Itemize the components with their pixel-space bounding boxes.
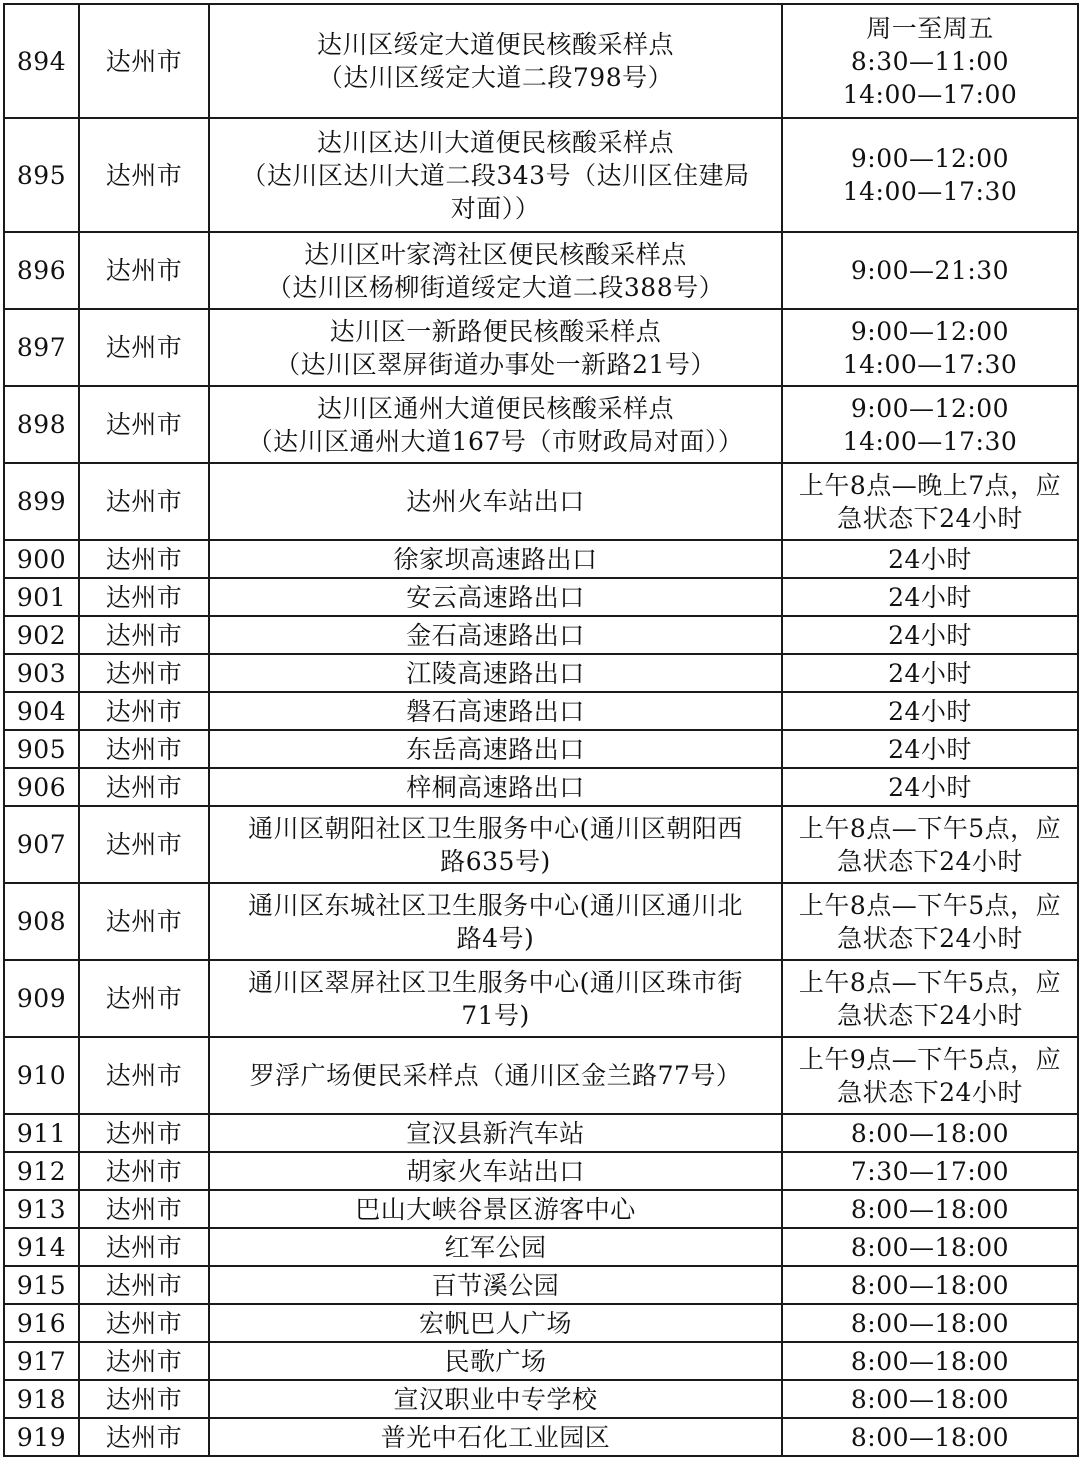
sampling-site-cell [209, 616, 782, 654]
service-hours-cell [782, 1380, 1078, 1418]
row-number-cell: 915 [4, 1266, 79, 1304]
service-hours-line: 14:00—17:00 [842, 79, 1018, 109]
service-hours-line: 上午8点—下午5点，应 [798, 813, 1062, 843]
table-row [4, 463, 1078, 540]
service-hours-line: 24小时 [888, 620, 972, 650]
sampling-site-line: 宏帆巴人广场 [418, 1308, 572, 1338]
sampling-site-cell [209, 1037, 782, 1114]
city-cell: 达州市 [79, 1342, 209, 1380]
table-row [4, 1342, 1078, 1380]
service-hours-cell [782, 386, 1078, 463]
row-number-cell: 896 [4, 232, 79, 309]
sampling-site-cell [209, 806, 782, 883]
sampling-site-line: 红军公园 [444, 1232, 547, 1262]
city-cell: 达州市 [79, 232, 209, 309]
city-cell: 达州市 [79, 806, 209, 883]
city-cell: 达州市 [79, 883, 209, 960]
sampling-site-cell [209, 883, 782, 960]
table-row [4, 1037, 1078, 1114]
table-row [4, 692, 1078, 730]
row-number-cell: 899 [4, 463, 79, 540]
table-row [4, 730, 1078, 768]
service-hours-line: 8:00—18:00 [850, 1194, 1010, 1224]
table-row [4, 1152, 1078, 1190]
row-number-cell: 913 [4, 1190, 79, 1228]
service-hours-line: 24小时 [888, 582, 972, 612]
service-hours-line: 24小时 [888, 734, 972, 764]
service-hours-cell [782, 1152, 1078, 1190]
row-number-cell: 911 [4, 1114, 79, 1152]
service-hours-line: 周一至周五 [866, 13, 994, 43]
sampling-site-cell [209, 1304, 782, 1342]
service-hours-line: 24小时 [888, 658, 972, 688]
service-hours-line: 9:00—21:30 [850, 256, 1010, 285]
city-cell: 达州市 [79, 1228, 209, 1266]
service-hours-line: 24小时 [888, 696, 972, 726]
row-number-cell: 897 [4, 309, 79, 386]
service-hours-cell [782, 654, 1078, 692]
city-cell: 达州市 [79, 118, 209, 232]
service-hours-cell [782, 883, 1078, 960]
service-hours-cell [782, 768, 1078, 806]
row-number-cell: 905 [4, 730, 79, 768]
sampling-site-line: 巴山大峡谷景区游客中心 [355, 1194, 636, 1224]
row-number-cell: 918 [4, 1380, 79, 1418]
service-hours-cell [782, 4, 1078, 118]
sampling-site-line: （达川区杨柳街道绥定大道二段388号） [266, 272, 725, 302]
table-body [4, 4, 1078, 1456]
table-row [4, 309, 1078, 386]
sampling-site-line: 达川区绥定大道便民核酸采样点 [316, 30, 674, 59]
service-hours-cell [782, 1418, 1078, 1456]
row-number-cell: 916 [4, 1304, 79, 1342]
service-hours-cell [782, 1037, 1078, 1114]
city-cell: 达州市 [79, 1266, 209, 1304]
city-cell: 达州市 [79, 1380, 209, 1418]
service-hours-cell [782, 578, 1078, 616]
sampling-site-cell [209, 1266, 782, 1304]
row-number-cell: 907 [4, 806, 79, 883]
city-cell: 达州市 [79, 1304, 209, 1342]
table-row [4, 232, 1078, 309]
row-number-cell: 917 [4, 1342, 79, 1380]
sampling-site-line: （达川区通州大道167号（市财政局对面）） [247, 426, 744, 456]
sampling-site-line: 普光中石化工业园区 [380, 1422, 611, 1452]
sampling-site-cell [209, 309, 782, 386]
row-number-cell: 900 [4, 540, 79, 578]
table-row [4, 1266, 1078, 1304]
sampling-site-line: 达川区通州大道便民核酸采样点 [316, 393, 674, 423]
sampling-site-line: 安云高速路出口 [406, 582, 585, 612]
city-cell: 达州市 [79, 1190, 209, 1228]
sampling-sites-table [3, 3, 1079, 1457]
service-hours-line: 上午8点—晚上7点，应 [798, 470, 1062, 500]
table-row [4, 960, 1078, 1037]
table-row [4, 118, 1078, 232]
city-cell: 达州市 [79, 1152, 209, 1190]
city-cell: 达州市 [79, 309, 209, 386]
service-hours-line: 急状态下24小时 [837, 503, 1023, 533]
city-cell: 达州市 [79, 4, 209, 118]
sampling-site-line: 路4号) [456, 923, 535, 953]
service-hours-cell [782, 309, 1078, 386]
service-hours-line: 8:00—18:00 [850, 1384, 1010, 1414]
service-hours-cell [782, 232, 1078, 309]
city-cell: 达州市 [79, 1037, 209, 1114]
sampling-site-line: 罗浮广场便民采样点（通川区金兰路77号） [249, 1061, 742, 1090]
sampling-site-cell [209, 960, 782, 1037]
sampling-site-cell [209, 1380, 782, 1418]
row-number-cell: 908 [4, 883, 79, 960]
sampling-site-line: （达川区绥定大道二段798号） [317, 63, 674, 92]
table-row [4, 1304, 1078, 1342]
service-hours-line: 7:30—17:00 [850, 1156, 1010, 1186]
sampling-site-cell [209, 654, 782, 692]
sampling-site-line: 71号) [461, 1000, 530, 1030]
sampling-site-cell [209, 730, 782, 768]
service-hours-cell [782, 960, 1078, 1037]
row-number-cell: 895 [4, 118, 79, 232]
sampling-site-line: （达川区翠屏街道办事处一新路21号） [275, 349, 716, 379]
row-number-cell: 903 [4, 654, 79, 692]
sampling-site-line: 东岳高速路出口 [406, 734, 585, 764]
table-row [4, 654, 1078, 692]
sampling-site-line: 达川区达川大道便民核酸采样点 [316, 127, 674, 157]
sampling-site-cell [209, 1190, 782, 1228]
table-row [4, 386, 1078, 463]
row-number-cell: 910 [4, 1037, 79, 1114]
table-row [4, 1190, 1078, 1228]
sampling-site-line: 达州火车站出口 [406, 487, 585, 516]
row-number-cell: 901 [4, 578, 79, 616]
service-hours-line: 24小时 [888, 772, 972, 802]
table-row [4, 806, 1078, 883]
sampling-site-cell [209, 1342, 782, 1380]
service-hours-line: 急状态下24小时 [837, 1077, 1023, 1107]
service-hours-cell [782, 806, 1078, 883]
sampling-site-cell [209, 386, 782, 463]
sampling-site-line: 对面）） [450, 193, 541, 223]
service-hours-line: 急状态下24小时 [837, 846, 1023, 876]
table-row [4, 1380, 1078, 1418]
sampling-site-line: 宣汉职业中专学校 [393, 1384, 598, 1414]
service-hours-line: 上午8点—下午5点，应 [798, 967, 1062, 997]
sampling-site-line: 梓桐高速路出口 [406, 772, 585, 802]
city-cell: 达州市 [79, 730, 209, 768]
service-hours-line: 8:30—11:00 [850, 46, 1010, 76]
service-hours-line: 急状态下24小时 [837, 923, 1023, 953]
service-hours-cell [782, 730, 1078, 768]
table-row [4, 578, 1078, 616]
city-cell: 达州市 [79, 540, 209, 578]
sampling-site-line: 路635号) [440, 846, 551, 876]
city-cell: 达州市 [79, 692, 209, 730]
sampling-site-cell [209, 768, 782, 806]
sampling-site-cell [209, 692, 782, 730]
city-cell: 达州市 [79, 616, 209, 654]
table-row [4, 1418, 1078, 1456]
service-hours-line: 8:00—18:00 [850, 1422, 1010, 1452]
sampling-site-line: 达川区一新路便民核酸采样点 [329, 316, 662, 346]
service-hours-line: 上午9点—下午5点，应 [798, 1044, 1062, 1074]
service-hours-line: 急状态下24小时 [837, 1000, 1023, 1030]
sampling-site-line: 宣汉县新汽车站 [406, 1118, 585, 1148]
service-hours-cell [782, 1114, 1078, 1152]
sampling-site-cell [209, 232, 782, 309]
table-row [4, 616, 1078, 654]
service-hours-cell [782, 1228, 1078, 1266]
service-hours-cell [782, 1304, 1078, 1342]
table-row [4, 1228, 1078, 1266]
service-hours-line: 8:00—18:00 [850, 1308, 1010, 1338]
row-number-cell: 909 [4, 960, 79, 1037]
service-hours-line: 24小时 [888, 544, 972, 574]
service-hours-cell [782, 616, 1078, 654]
service-hours-line: 上午8点—下午5点，应 [798, 890, 1062, 920]
sampling-site-line: 通川区朝阳社区卫生服务中心(通川区朝阳西 [248, 813, 743, 843]
row-number-cell: 898 [4, 386, 79, 463]
sampling-site-cell [209, 540, 782, 578]
city-cell: 达州市 [79, 386, 209, 463]
row-number-cell: 894 [4, 4, 79, 118]
table-row [4, 883, 1078, 960]
service-hours-cell [782, 463, 1078, 540]
sampling-site-cell [209, 1114, 782, 1152]
sampling-site-line: （达川区达川大道二段343号（达川区住建局 [241, 160, 750, 190]
sampling-site-line: 江陵高速路出口 [406, 658, 585, 688]
table-row [4, 540, 1078, 578]
service-hours-line: 8:00—18:00 [850, 1346, 1010, 1376]
city-cell: 达州市 [79, 463, 209, 540]
sampling-site-line: 磐石高速路出口 [406, 696, 585, 726]
sampling-site-line: 徐家坝高速路出口 [393, 544, 598, 574]
service-hours-line: 9:00—12:00 [850, 144, 1010, 173]
sampling-site-line: 百节溪公园 [431, 1270, 560, 1300]
service-hours-cell [782, 118, 1078, 232]
city-cell: 达州市 [79, 768, 209, 806]
sampling-site-cell [209, 463, 782, 540]
sampling-site-cell [209, 1418, 782, 1456]
table-row [4, 4, 1078, 118]
sampling-site-line: 通川区翠屏社区卫生服务中心(通川区珠市街 [248, 967, 743, 997]
service-hours-cell [782, 692, 1078, 730]
service-hours-line: 8:00—18:00 [850, 1232, 1010, 1262]
sampling-site-cell [209, 4, 782, 118]
sampling-site-cell [209, 118, 782, 232]
city-cell: 达州市 [79, 960, 209, 1037]
sampling-site-line: 胡家火车站出口 [406, 1156, 585, 1186]
row-number-cell: 914 [4, 1228, 79, 1266]
service-hours-line: 8:00—18:00 [850, 1270, 1010, 1300]
service-hours-line: 14:00—17:30 [842, 349, 1018, 379]
row-number-cell: 912 [4, 1152, 79, 1190]
row-number-cell: 902 [4, 616, 79, 654]
table-row [4, 768, 1078, 806]
sampling-site-line: 金石高速路出口 [406, 620, 585, 650]
sampling-site-cell [209, 1152, 782, 1190]
service-hours-cell [782, 540, 1078, 578]
row-number-cell: 904 [4, 692, 79, 730]
service-hours-line: 9:00—12:00 [850, 316, 1010, 346]
city-cell: 达州市 [79, 1418, 209, 1456]
service-hours-line: 9:00—12:00 [850, 393, 1010, 423]
sampling-site-line: 达川区叶家湾社区便民核酸采样点 [304, 239, 687, 269]
service-hours-line: 8:00—18:00 [850, 1118, 1010, 1148]
service-hours-cell [782, 1190, 1078, 1228]
sampling-site-line: 民歌广场 [444, 1346, 547, 1376]
service-hours-line: 14:00—17:30 [842, 426, 1018, 456]
sampling-site-cell [209, 1228, 782, 1266]
service-hours-cell [782, 1342, 1078, 1380]
sampling-site-line: 通川区东城社区卫生服务中心(通川区通川北 [248, 890, 743, 920]
row-number-cell: 906 [4, 768, 79, 806]
table-row [4, 1114, 1078, 1152]
sampling-site-cell [209, 578, 782, 616]
row-number-cell: 919 [4, 1418, 79, 1456]
city-cell: 达州市 [79, 654, 209, 692]
service-hours-line: 14:00—17:30 [842, 177, 1018, 206]
city-cell: 达州市 [79, 578, 209, 616]
city-cell: 达州市 [79, 1114, 209, 1152]
service-hours-cell [782, 1266, 1078, 1304]
